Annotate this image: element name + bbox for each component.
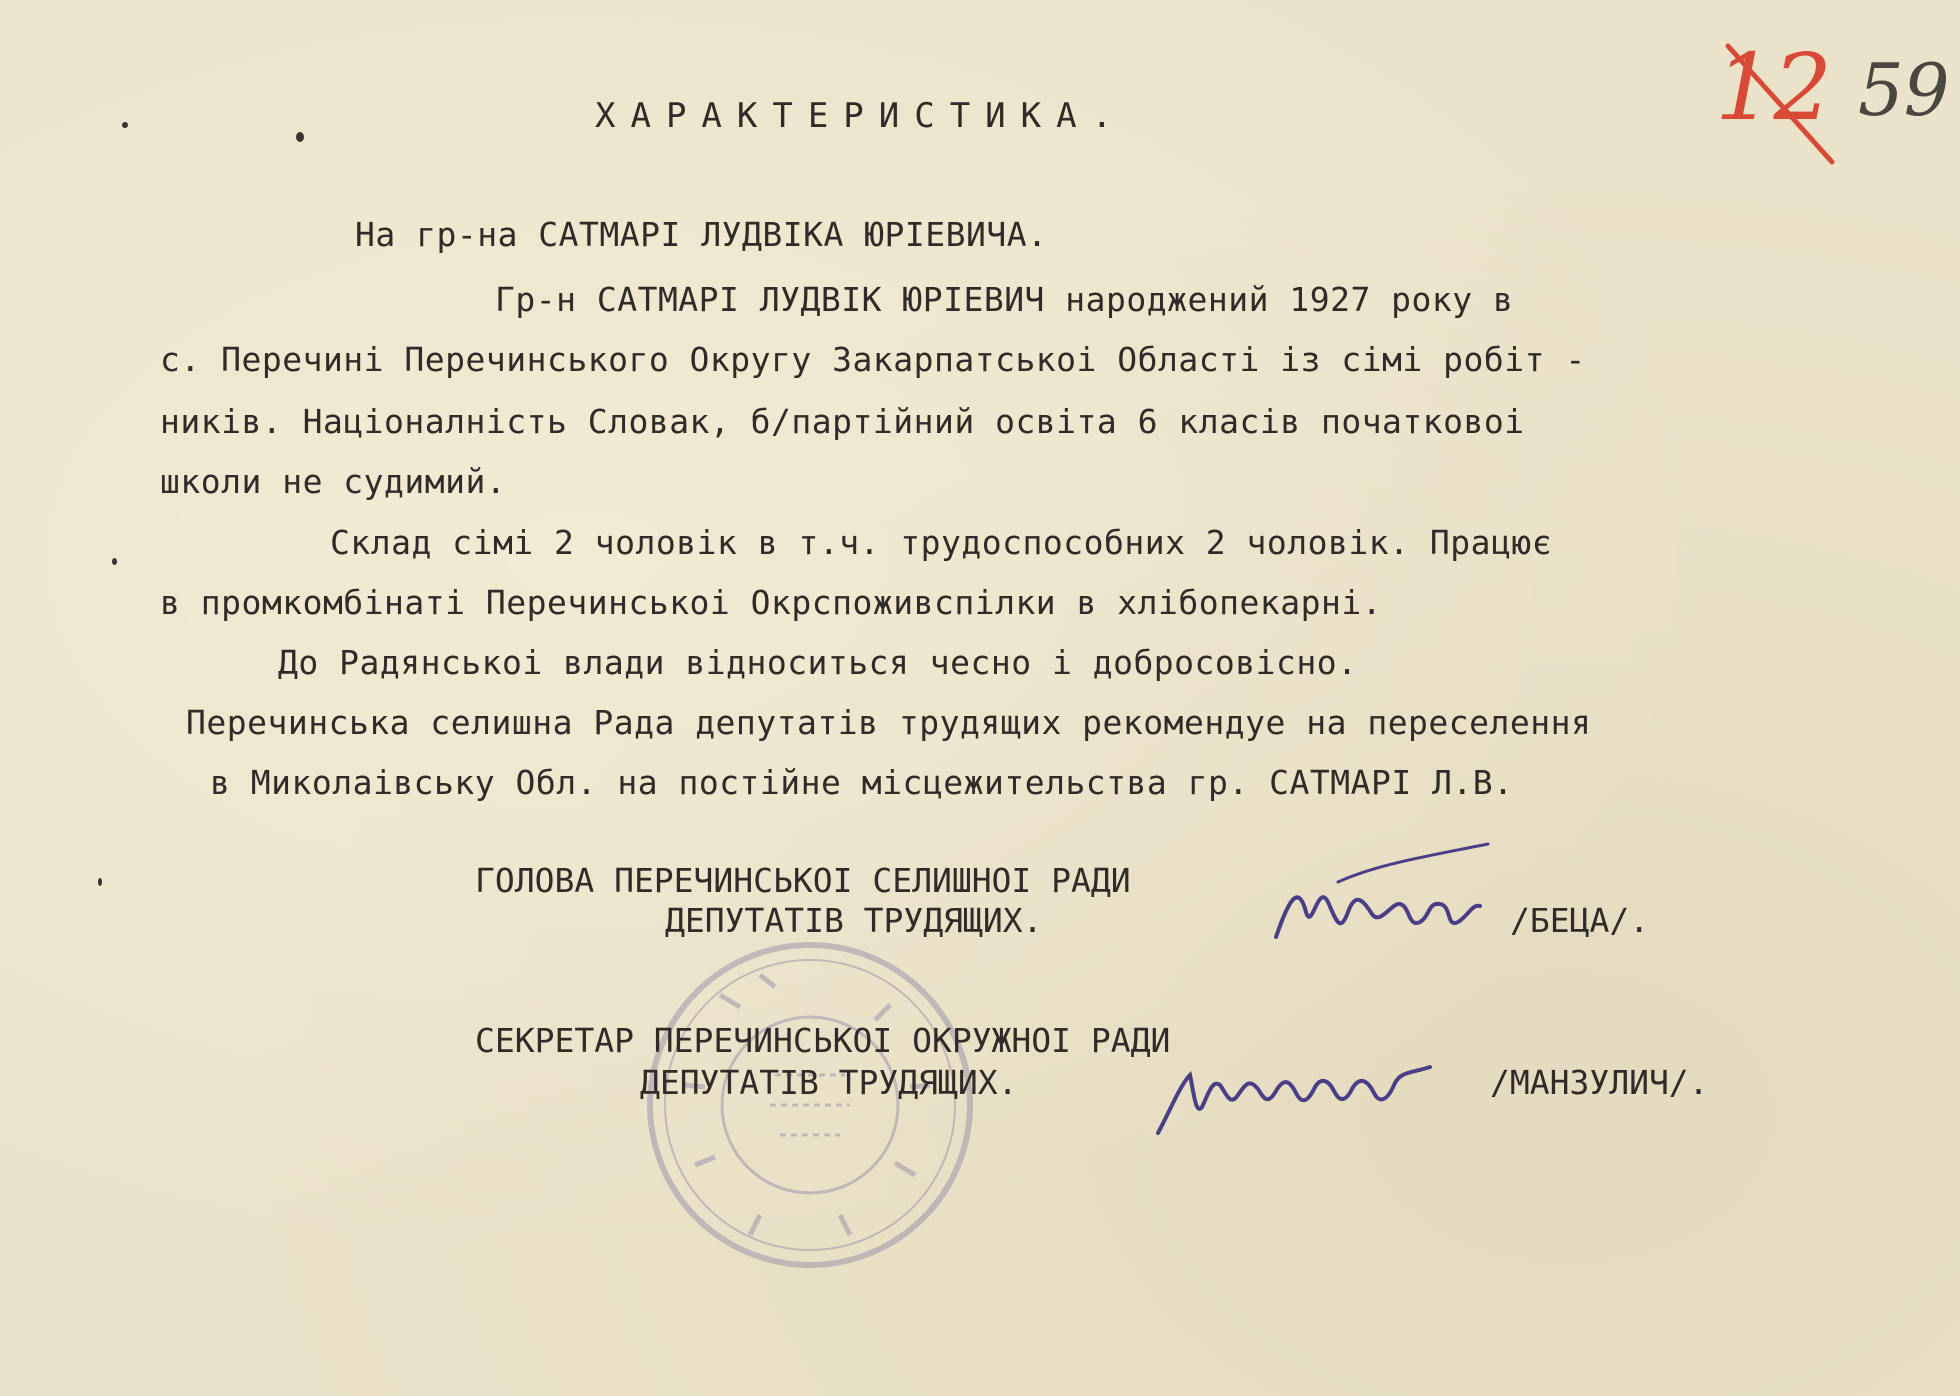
paper-speck	[122, 122, 128, 128]
document-title: ХАРАКТЕРИСТИКА.	[595, 96, 1128, 136]
body-line: До Радянськоі влади відноситься чесно і добросовісно.	[278, 643, 1358, 682]
body-line: в промкомбінаті Перечинськоі Окрспоживспілки в хлібопекарні.	[160, 583, 1383, 622]
head-title-line1: ГОЛОВА ПЕРЕЧИНСЬКОІ СЕЛИШНОІ РАДИ	[475, 861, 1131, 900]
body-line: Гр-н САТМАРІ ЛУДВІК ЮРІЕВИЧ народжений 1927 року в	[495, 280, 1514, 319]
archive-number-red: 12	[1715, 34, 1833, 141]
paper-speck	[112, 558, 117, 565]
head-name: /БЕЦА/.	[1510, 901, 1650, 940]
paper-speck	[296, 132, 304, 142]
body-line: Склад сімі 2 чоловік в т.ч. трудоспособних 2 чоловік. Працює	[330, 523, 1553, 562]
secretary-name: /МАНЗУЛИЧ/.	[1490, 1063, 1709, 1102]
archive-number-dark: 59	[1858, 48, 1950, 132]
strike-mark-icon	[1720, 40, 1840, 170]
body-line: школи не судимий.	[160, 462, 507, 501]
head-title-line2: ДЕПУТАТІВ ТРУДЯЩИХ.	[665, 901, 1043, 940]
body-line: ників. Націоналність Словак, б/партійний освіта 6 класів початковоі	[160, 402, 1525, 441]
secretary-title-line2: ДЕПУТАТІВ ТРУДЯЩИХ.	[640, 1063, 1018, 1102]
secretary-signature	[1150, 1045, 1440, 1145]
body-line-addressee: На гр-на САТМАРІ ЛУДВІКА ЮРІЕВИЧА.	[355, 215, 1048, 254]
secretary-title-line1: СЕКРЕТАР ПЕРЕЧИНСЬКОІ ОКРУЖНОІ РАДИ	[475, 1021, 1171, 1060]
official-stamp	[640, 935, 980, 1275]
head-signature	[1268, 842, 1498, 962]
paper-speck	[98, 878, 102, 886]
body-line: в Миколаівську Обл. на постійне місцежительства гр. САТМАРІ Л.В.	[210, 763, 1514, 802]
body-line: Перечинська селишна Рада депутатів трудящих рекомендуе на переселення	[186, 703, 1592, 742]
body-line: с. Перечині Перечинського Округу Закарпатськоі Області із сімі робіт -	[160, 340, 1586, 379]
